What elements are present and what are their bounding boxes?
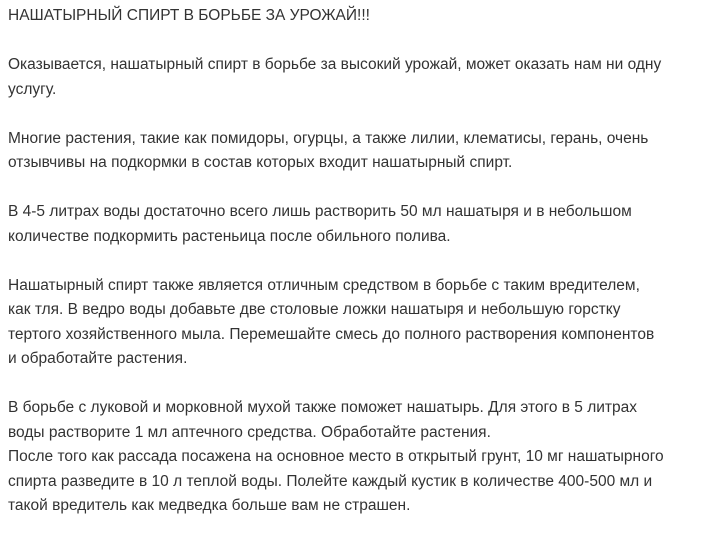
text-line: количестве подкормить растеньица после обильного полива. — [8, 227, 451, 245]
text-line: Оказывается, нашатырный спирт в борьбе за высокий урожай, может оказать нам ни одну — [8, 56, 662, 73]
paragraph-gap — [8, 176, 725, 201]
text-line: спирта разведите в 10 л теплой воды. Полейте каждый кустик в количестве 400-500 мл и — [8, 472, 653, 490]
text-line: В борьбе с луковой и морковной мухой также поможет нашатырь. Для этого в 5 литрах — [8, 399, 638, 416]
text-line: Нашатырный спирт также является отличным средством в борьбе с таким вредителем, — [8, 276, 640, 294]
post-title: НАШАТЫРНЫЙ СПИРТ В БОРЬБЕ ЗА УРОЖАЙ!!! — [8, 7, 370, 24]
paragraph-gap — [8, 249, 725, 274]
paragraph-aphids — [8, 274, 725, 372]
text-line: такой вредитель как медведка больше вам не страшен. — [8, 497, 411, 514]
text-line: услугу. — [8, 80, 57, 98]
text-line: Многие растения, такие как помидоры, огурцы, а также лилии, клематисы, герань, очень — [8, 129, 649, 147]
paragraph-dosage — [8, 200, 725, 249]
paragraph-gap — [8, 102, 725, 127]
paragraph-flies — [8, 396, 725, 519]
text-line: В 4-5 литрах воды достаточно всего лишь растворить 50 мл нашатыря и в небольшом — [8, 203, 632, 220]
text-line: как тля. В ведро воды добавьте две столовые ложки нашатыря и небольшую горстку — [8, 301, 621, 318]
paragraph-gap — [8, 29, 725, 54]
text-line: После того как рассада посажена на основное место в открытый грунт, 10 мг нашатырного — [8, 448, 664, 465]
paragraph-gap — [8, 372, 725, 397]
paragraph-plants — [8, 127, 725, 176]
paragraph-intro — [8, 53, 725, 102]
text-line: воды растворите 1 мл аптечного средства. Обработайте растения. — [8, 423, 491, 441]
text-line: отзывчивы на подкормки в состав которых входит нашатырный спирт. — [8, 154, 513, 171]
text-line: тертого хозяйственного мыла. Перемешайте смесь до полного растворения компонентов — [8, 325, 655, 343]
text-line: и обработайте растения. — [8, 350, 188, 367]
